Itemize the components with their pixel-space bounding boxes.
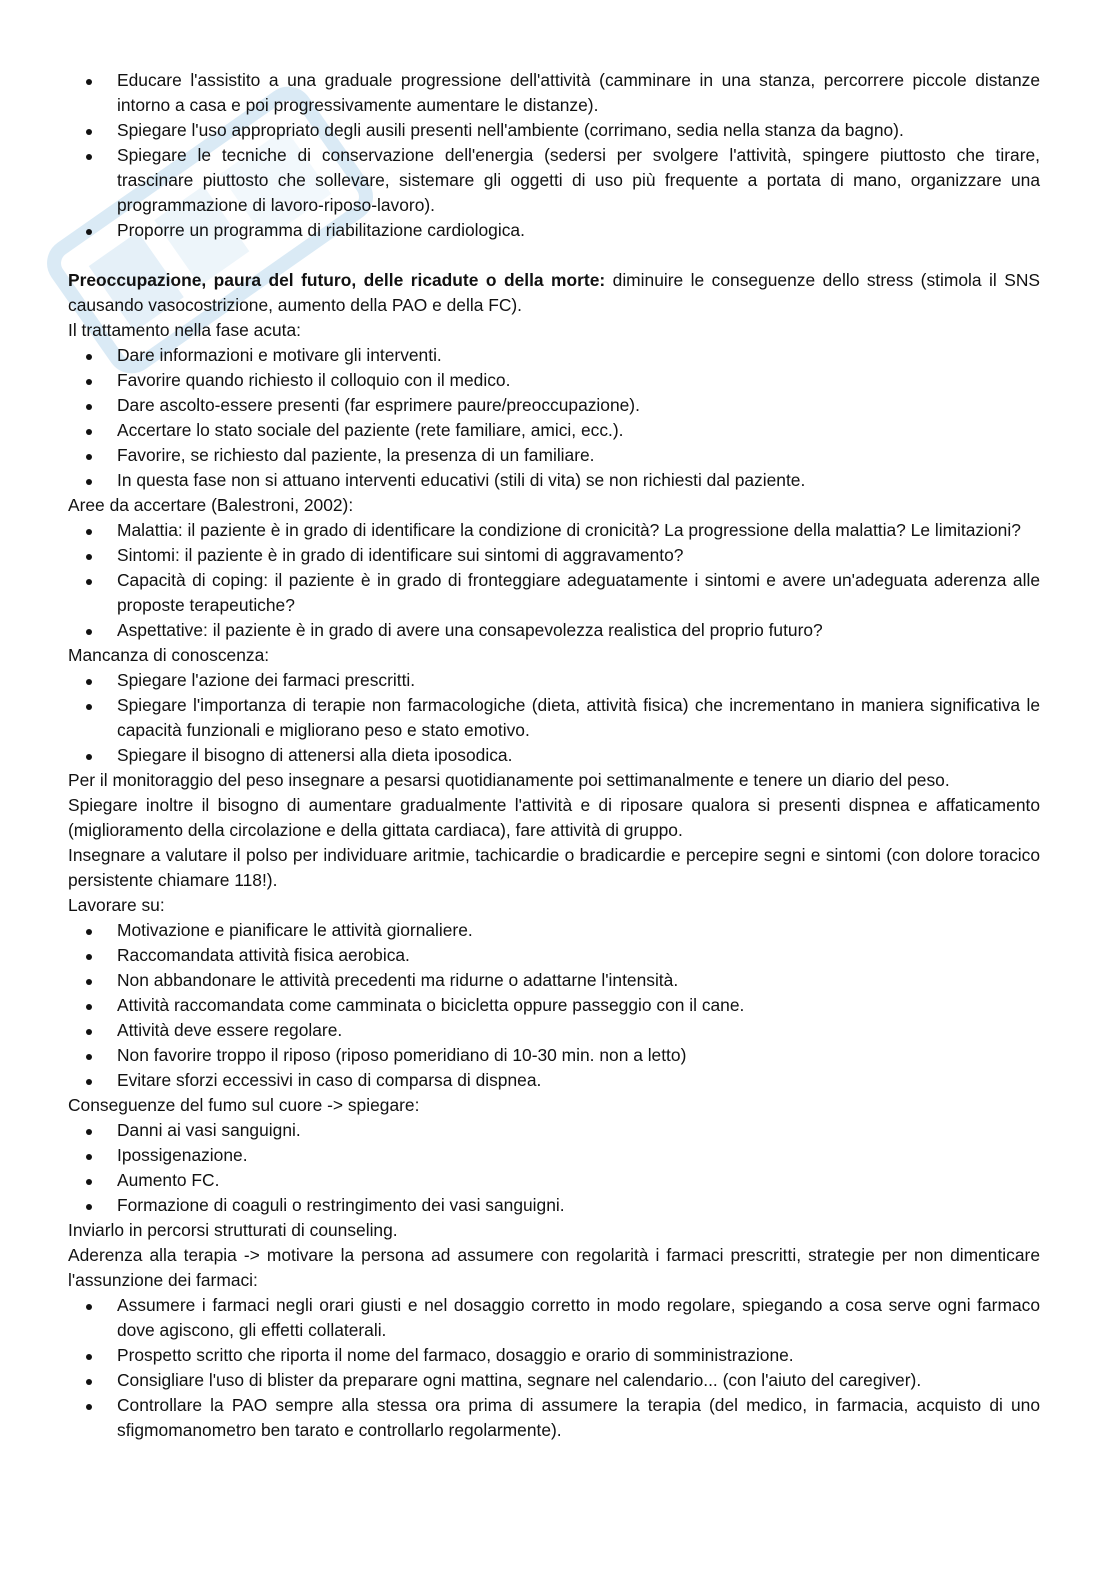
list-item: Proporre un programma di riabilitazione cardiologica.	[117, 218, 1040, 243]
paragraph-aderenza: Aderenza alla terapia -> motivare la persona ad assumere con regolarità i farmaci prescritti, strategie per non dimenticare l'assunzione dei farmaci:	[68, 1245, 1040, 1290]
list-item: Danni ai vasi sanguigni.	[117, 1118, 1040, 1143]
preoccupazione-text: diminuire le conseguenze dello stress (stimola il SNS causando vasocostrizione, aumento della PAO e della FC).	[68, 270, 1040, 315]
list-item: Controllare la PAO sempre alla stessa ora prima di assumere la terapia (del medico, in farmacia, acquisto di uno sfigmomanometro ben tarato e controllarlo regolarmente).	[117, 1393, 1040, 1443]
section-title-trattamento: Il trattamento nella fase acuta:	[68, 320, 301, 340]
list-item: In questa fase non si attuano interventi educativi (stili di vita) se non richiesti dal paziente.	[117, 468, 1040, 493]
list-item: Spiegare il bisogno di attenersi alla dieta iposodica.	[117, 743, 1040, 768]
list-item: Consigliare l'uso di blister da preparare ogni mattina, segnare nel calendario... (con l'aiuto del caregiver).	[117, 1368, 1040, 1393]
list-item: Spiegare l'uso appropriato degli ausili presenti nell'ambiente (corrimano, sedia nella stanza da bagno).	[117, 118, 1040, 143]
list-item: Dare ascolto-essere presenti (far esprimere paure/preoccupazione).	[117, 393, 1040, 418]
document-page	[68, 68, 1040, 1443]
paragraph-attivita: Spiegare inoltre il bisogno di aumentare gradualmente l'attività e di riposare qualora si presenti dispnea e affaticamento (miglioramento della circolazione e della gittata cardiaca), fare attività di gruppo.	[68, 795, 1040, 840]
list-mancanza	[68, 668, 1040, 768]
list-item: Dare informazioni e motivare gli interventi.	[117, 343, 1040, 368]
list-item: Assumere i farmaci negli orari giusti e nel dosaggio corretto in modo regolare, spiegando a cosa serve ogni farmaco dove agiscono, gli effetti collaterali.	[117, 1293, 1040, 1343]
list-item: Favorire, se richiesto dal paziente, la presenza di un familiare.	[117, 443, 1040, 468]
list-item: Spiegare le tecniche di conservazione dell'energia (sedersi per svolgere l'attività, spingere piuttosto che tirare, trascinare piuttosto che sollevare, sistemare gli oggetti di uso più frequente a portata di mano, organizzare una programmazione di lavoro-riposo-lavoro).	[117, 143, 1040, 218]
paragraph-preoccupazione	[68, 268, 1040, 318]
section-title-preoccupazione: Preoccupazione, paura del futuro, delle ricadute o della morte:	[68, 270, 606, 290]
list-item: Aspettative: il paziente è in grado di avere una consapevolezza realistica del proprio futuro?	[117, 618, 1040, 643]
list-item: Favorire quando richiesto il colloquio con il medico.	[117, 368, 1040, 393]
section-title-mancanza: Mancanza di conoscenza:	[68, 645, 270, 665]
list-item: Attività deve essere regolare.	[117, 1018, 1040, 1043]
list-item: Accertare lo stato sociale del paziente (rete familiare, amici, ecc.).	[117, 418, 1040, 443]
list-progressione	[68, 68, 1040, 243]
list-trattamento	[68, 343, 1040, 493]
paragraph-counseling: Inviarlo in percorsi strutturati di counseling.	[68, 1220, 398, 1240]
spacer	[68, 243, 1040, 268]
list-item: Aumento FC.	[117, 1168, 1040, 1193]
list-item: Malattia: il paziente è in grado di identificare la condizione di cronicità? La progressione della malattia? Le limitazioni?	[117, 518, 1040, 543]
list-item: Spiegare l'azione dei farmaci prescritti.	[117, 668, 1040, 693]
list-item: Non favorire troppo il riposo (riposo pomeridiano di 10-30 min. non a letto)	[117, 1043, 1040, 1068]
list-item: Raccomandata attività fisica aerobica.	[117, 943, 1040, 968]
list-lavorare	[68, 918, 1040, 1093]
list-item: Prospetto scritto che riporta il nome del farmaco, dosaggio e orario di somministrazione.	[117, 1343, 1040, 1368]
section-title-lavorare: Lavorare su:	[68, 895, 165, 915]
section-title-fumo: Conseguenze del fumo sul cuore -> spiegare:	[68, 1095, 420, 1115]
list-item: Motivazione e pianificare le attività giornaliere.	[117, 918, 1040, 943]
list-item: Formazione di coaguli o restringimento dei vasi sanguigni.	[117, 1193, 1040, 1218]
list-aree	[68, 518, 1040, 643]
list-item: Ipossigenazione.	[117, 1143, 1040, 1168]
list-item: Capacità di coping: il paziente è in grado di fronteggiare adeguatamente i sintomi e avere un'adeguata aderenza alle proposte terapeutiche?	[117, 568, 1040, 618]
paragraph-polso: Insegnare a valutare il polso per individuare aritmie, tachicardie o bradicardie e percepire segni e sintomi (con dolore toracico persistente chiamare 118!).	[68, 845, 1040, 890]
list-aderenza	[68, 1293, 1040, 1443]
list-item: Sintomi: il paziente è in grado di identificare sui sintomi di aggravamento?	[117, 543, 1040, 568]
paragraph-peso: Per il monitoraggio del peso insegnare a pesarsi quotidianamente poi settimanalmente e tenere un diario del peso.	[68, 770, 950, 790]
section-title-aree: Aree da accertare (Balestroni, 2002):	[68, 495, 354, 515]
list-item: Spiegare l'importanza di terapie non farmacologiche (dieta, attività fisica) che incrementano in maniera significativa le capacità funzionali e migliorano peso e stato emotivo.	[117, 693, 1040, 743]
list-item: Attività raccomandata come camminata o bicicletta oppure passeggio con il cane.	[117, 993, 1040, 1018]
list-item: Educare l'assistito a una graduale progressione dell'attività (camminare in una stanza, percorrere piccole distanze intorno a casa e poi progressivamente aumentare le distanze).	[117, 68, 1040, 118]
list-item: Evitare sforzi eccessivi in caso di comparsa di dispnea.	[117, 1068, 1040, 1093]
list-item: Non abbandonare le attività precedenti ma ridurne o adattarne l'intensità.	[117, 968, 1040, 993]
list-fumo	[68, 1118, 1040, 1218]
